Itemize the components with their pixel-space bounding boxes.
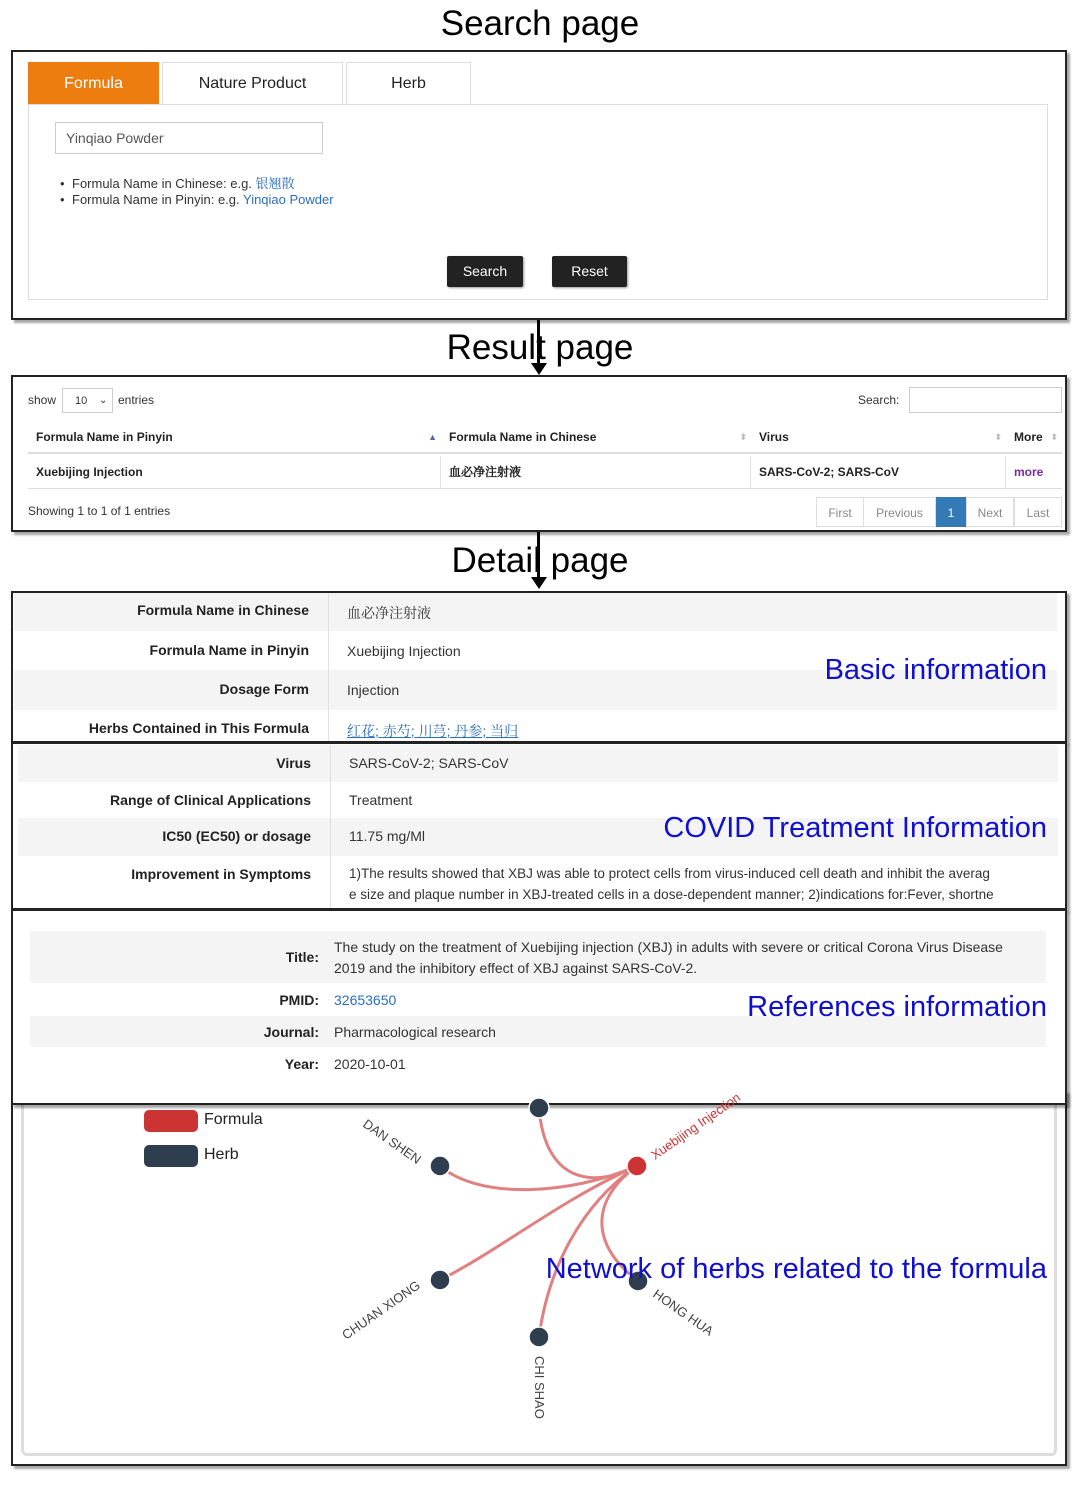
- herb-node-chuan-xiong: [430, 1270, 450, 1290]
- label-formula-chinese: Formula Name in Chinese: [137, 602, 309, 618]
- pagination-previous[interactable]: Previous: [863, 497, 936, 527]
- link-formula-dan-shen: [440, 1166, 637, 1190]
- pagination-page-1[interactable]: 1: [936, 497, 966, 527]
- value-virus: SARS-CoV-2; SARS-CoV: [349, 755, 509, 771]
- label-journal: Journal:: [263, 1024, 319, 1040]
- label-dosage-form: Dosage Form: [219, 681, 309, 697]
- pagination-first[interactable]: First: [816, 497, 864, 527]
- herb-link[interactable]: 丹参: [454, 723, 483, 739]
- label-symptoms: Improvement in Symptoms: [131, 866, 311, 882]
- column-header-virus[interactable]: Virus ⬍: [751, 420, 1006, 454]
- herb-node-dan-shen: [430, 1156, 450, 1176]
- callout-network: Network of herbs related to the formula: [545, 1253, 1047, 1285]
- value-journal: Pharmacological research: [334, 1024, 496, 1040]
- herb-links: 红花; 赤芍; 川芎; 丹参; 当归: [347, 723, 519, 739]
- sort-asc-icon: ▲: [428, 432, 437, 442]
- herb-node-top: [529, 1098, 549, 1118]
- callout-references: References information: [747, 991, 1047, 1023]
- value-year: 2020-10-01: [334, 1056, 406, 1072]
- label-ref-title: Title:: [285, 949, 319, 965]
- detail-page-title: Detail page: [451, 541, 629, 580]
- herb-label-dan-shen: DAN SHEN: [360, 1116, 424, 1167]
- tab-herb[interactable]: Herb: [346, 62, 471, 104]
- legend-label-herb: Herb: [204, 1146, 239, 1163]
- callout-covid-treatment: COVID Treatment Information: [663, 812, 1047, 844]
- table-search-label: Search:: [858, 393, 900, 407]
- show-label: show: [28, 393, 57, 407]
- reset-button[interactable]: Reset: [552, 256, 627, 287]
- network-links: [440, 1108, 638, 1337]
- value-ic50: 11.75 mg/Ml: [349, 828, 425, 844]
- hint-pinyin: • Formula Name in Pinyin: e.g. Yinqiao Powder: [60, 192, 334, 207]
- cell-virus: SARS-CoV-2; SARS-CoV: [751, 456, 1006, 489]
- label-clinical-range: Range of Clinical Applications: [110, 792, 311, 808]
- result-page-title: Result page: [446, 328, 634, 367]
- formula-node-label: Xuebijing Injection: [648, 1089, 744, 1163]
- herb-link[interactable]: 赤芍: [382, 723, 411, 739]
- link-formula-top-herb: [539, 1108, 637, 1178]
- column-header-pinyin[interactable]: Formula Name in Pinyin ▲: [28, 420, 441, 454]
- herb-link[interactable]: 当归: [490, 723, 519, 739]
- herb-label-chuan-xiong: CHUAN XIONG: [339, 1277, 423, 1343]
- label-herbs-contained: Herbs Contained in This Formula: [88, 720, 309, 736]
- herb-node-chi-shao: [529, 1327, 549, 1347]
- cell-chinese: 血必净注射液: [441, 456, 751, 489]
- table-info: Showing 1 to 1 of 1 entries: [28, 504, 171, 518]
- value-ref-title-line2: 2019 and the inhibitory effect of XBJ against SARS-CoV-2.: [334, 960, 698, 976]
- pagination-next[interactable]: Next: [966, 497, 1014, 527]
- search-button[interactable]: Search: [447, 256, 523, 287]
- tab-formula[interactable]: Formula: [28, 62, 159, 104]
- label-virus: Virus: [276, 755, 311, 771]
- label-formula-pinyin: Formula Name in Pinyin: [149, 642, 309, 658]
- legend-label-formula: Formula: [204, 1111, 263, 1128]
- hint-chinese: • Formula Name in Chinese: e.g. 银翘散: [60, 176, 295, 191]
- value-clinical-range: Treatment: [349, 792, 413, 808]
- value-formula-chinese: 血必净注射液: [347, 605, 431, 621]
- search-page-title: Search page: [440, 4, 640, 43]
- value-dosage-form: Injection: [347, 682, 400, 698]
- sort-icon: ⬍: [739, 432, 747, 442]
- network-nodes: [430, 1098, 648, 1347]
- formula-node: [627, 1156, 647, 1176]
- tab-nature-product[interactable]: Nature Product: [162, 62, 343, 104]
- label-pmid: PMID:: [279, 992, 319, 1008]
- label-ic50: IC50 (EC50) or dosage: [162, 828, 311, 844]
- value-ref-title-line1: The study on the treatment of Xuebijing injection (XBJ) in adults with severe or critical Corona Virus Disease: [334, 939, 1003, 955]
- column-header-more[interactable]: More ⬍: [1006, 420, 1062, 454]
- entries-label: entries: [118, 393, 155, 407]
- example-link-chinese[interactable]: 银翘散: [255, 176, 295, 191]
- pmid-link[interactable]: 32653650: [334, 992, 397, 1008]
- herb-label-chi-shao: CHI SHAO: [532, 1356, 547, 1419]
- herb-link[interactable]: 川芎: [418, 723, 447, 739]
- sort-icon: ⬍: [1050, 432, 1058, 442]
- value-symptoms-line2: e size and plaque number in XBJ-treated cells in a dose-dependent manner; 2)indications for:Fever, shortne: [349, 887, 994, 902]
- label-year: Year:: [284, 1056, 319, 1072]
- herb-link[interactable]: 红花: [347, 723, 375, 739]
- pagination-last[interactable]: Last: [1014, 497, 1062, 527]
- value-formula-pinyin: Xuebijing Injection: [347, 643, 461, 659]
- value-symptoms-line1: 1)The results showed that XBJ was able to protect cells from virus-induced cell death and inhibit the averag: [349, 866, 990, 881]
- chevron-down-icon: ⌄: [99, 395, 108, 406]
- entries-select[interactable]: 10 ⌄: [62, 388, 113, 413]
- sort-icon: ⬍: [994, 432, 1002, 442]
- column-header-chinese[interactable]: Formula Name in Chinese ⬍: [441, 420, 751, 454]
- more-link[interactable]: more: [1006, 456, 1062, 489]
- callout-basic-information: Basic information: [824, 654, 1047, 686]
- herb-label-hong-hua: HONG HUA: [650, 1286, 717, 1339]
- example-link-pinyin[interactable]: Yinqiao Powder: [243, 192, 334, 207]
- cell-pinyin: Xuebijing Injection: [28, 456, 441, 489]
